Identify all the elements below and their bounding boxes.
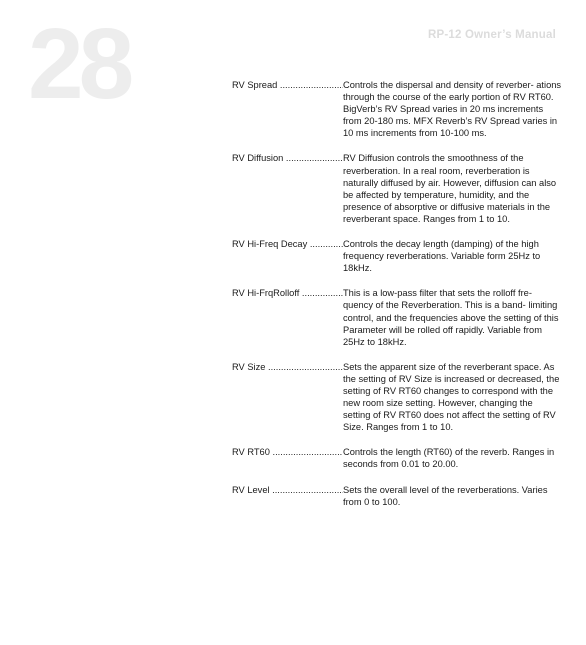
parameter-description: Sets the overall level of the reverberations. Varies from 0 to 100.: [343, 484, 548, 507]
parameter-description: Sets the apparent size of the reverberant space. As the setting of RV Size is increased or decreased, the setting of RV RT60 changes to correspond with the new room size setting. However, changing the setting of RV RT60 does not affect the setting of RV Size. Ranges from 1 to 10.: [343, 361, 560, 433]
parameter-description: RV Diffusion controls the smoothness of the reverberation. In a real room, reverberation is naturally diffused by air. However, diffusion can also be affected by temperature, humidity, and the presence of absorptive or diffusive materials in the reverberant space. Ranges from 1 to 10.: [343, 153, 557, 224]
parameter-entry: [232, 361, 562, 434]
parameter-description: Controls the decay length (damping) of the high frequency reverberations. Variable form 25Hz to 18kHz.: [343, 239, 541, 274]
parameter-name: RV Level .....: [232, 484, 343, 496]
parameter-name: RV Size .....: [232, 361, 343, 373]
parameter-description: Controls the dispersal and density of reverber- ations through the course of the early portion of RV RT60. BigVerb’s RV Spread varies in 20 ms increments from 20-180 ms. MFX Reverb’s RV Spread varies in 10 ms increments from 10-100 ms.: [343, 80, 562, 139]
parameter-description: This is a low-pass filter that sets the rolloff fre- quency of the Reverberation. This is a band- limiting control, and the frequencies above the setting of this Parameter will be rolled off rapidly. Variable from 25Hz to 18kHz.: [343, 288, 559, 347]
parameter-entry: [232, 152, 562, 225]
parameter-entry: [232, 446, 562, 470]
parameter-name: RV Diffusion .....: [232, 152, 343, 164]
parameter-description: Controls the length (RT60) of the reverb. Ranges in seconds from 0.01 to 20.00.: [343, 447, 555, 470]
parameter-entry: [232, 238, 562, 274]
parameter-name: RV Hi-Freq Decay .....: [232, 238, 343, 250]
parameter-entry: [232, 287, 562, 347]
page-number: 28: [28, 8, 130, 120]
parameter-name: RV RT60 .....: [232, 446, 343, 458]
parameter-entry: [232, 484, 562, 508]
parameter-name: RV Hi-FrqRolloff .....: [232, 287, 343, 299]
manual-title: RP-12 Owner’s Manual: [428, 29, 556, 41]
parameter-name: RV Spread .....: [232, 79, 343, 91]
parameter-entry: [232, 79, 562, 139]
parameter-list: [232, 79, 562, 521]
